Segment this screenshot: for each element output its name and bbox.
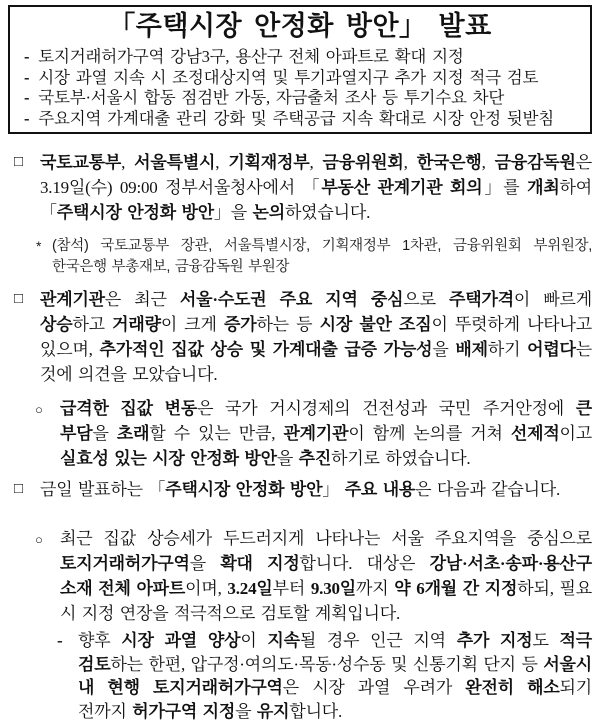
circle-bullet-marker: ○ — [35, 532, 43, 547]
document-title: 「주택시장 안정화 방안」 발표 — [108, 11, 492, 41]
headline-box — [8, 5, 592, 134]
circle-bullet-marker: ○ — [35, 402, 43, 417]
square-bullet-marker: □ — [14, 154, 23, 170]
square-bullet-marker: □ — [14, 291, 23, 307]
headline-bullet-text: 시장 과열 지속 시 조정대상지역 및 투기과열지구 추가 지정 적극 검토 — [38, 67, 539, 87]
dash-bullet-marker: - — [24, 47, 30, 66]
paragraph-plan-contents — [8, 477, 592, 502]
asterisk-marker: * — [36, 238, 42, 254]
headline-bullet — [18, 109, 582, 130]
paragraph-meeting-announcement — [8, 150, 592, 225]
paragraph-market-assessment — [8, 287, 592, 387]
paragraph-text: 금일 발표하는 「주택시장 안정화 방안」 주요 내용은 다음과 같습니다. — [40, 480, 561, 499]
footnote-attendees — [8, 236, 592, 278]
headline-bullet-text: 국토부·서울시 합동 점검반 가동, 자금출처 조사 등 투기수요 차단 — [38, 88, 505, 107]
paragraph-text: 최근 집값 상승세가 두드러지게 나타나는 서울 주요지역을 중심으로 토지거래허가구역을 확대 지정합니다. 대상은 강남·서초·송파·용산구 소재 전체 아파트이며, 3.24일부터 9.30일까지 약 6개월 간 지정하되, 필요 시 지정 연장을 적극적으로 검토할 계획입니다. — [60, 529, 592, 623]
paragraph-text: 국토교통부, 서울특별시, 기획재정부, 금융위원회, 한국은행, 금융감독원은 3.19일(수) 09:00 정부서울청사에서 「부동산 관계기관 회의」를 개최하여 「주택시장 안정화 방안」을 논의하였습니다. — [40, 153, 592, 222]
dash-bullet-marker: - — [24, 88, 30, 107]
paragraph-permit-zone-expansion — [8, 526, 592, 626]
headline-bullet — [18, 88, 582, 109]
paragraph-policy-direction — [8, 396, 592, 471]
paragraph-text: 향후 시장 과열 양상이 지속될 경우 인근 지역 추가 지정도 적극 검토하는 한편, 압구정·여의도·목동·성수동 및 신통기획 단지 등 서울시 내 현행 토지거래허가구역은 시장 과열 우려가 완전히 해소되기 전까지 허가구역 지정을 유지합니다. — [78, 631, 592, 721]
headline-bullet-text: 토지거래허가구역 강남3구, 용산구 전체 아파트로 확대 지정 — [38, 47, 464, 66]
headline-bullet-text: 주요지역 가계대출 관리 강화 및 주택공급 지속 확대로 시장 안정 뒷받침 — [38, 108, 554, 128]
dash-bullet-marker: - — [24, 67, 30, 87]
headline-bullet — [18, 47, 582, 68]
dash-bullet-marker: - — [57, 631, 63, 650]
square-bullet-marker: □ — [14, 481, 23, 497]
paragraph-text: 관계기관은 최근 서울·수도권 주요 지역 중심으로 주택가격이 빠르게 상승하고 거래량이 크게 증가하는 등 시장 불안 조짐이 뚜렷하게 나타나고 있으며, 추가적인 집값 상승 및 가계대출 급증 가능성을 배제하기 어렵다는 것에 의견을 모았습니다. — [40, 290, 592, 384]
dash-bullet-marker: - — [24, 108, 30, 128]
paragraph-text: 급격한 집값 변동은 국가 거시경제의 건전성과 국민 주거안정에 큰 부담을 초래할 수 있는 만큼, 관계기관이 함께 논의를 거쳐 선제적이고 실효성 있는 시장 안정화 방안을 추진하기로 하였습니다. — [60, 399, 592, 468]
paragraph-additional-designation — [8, 629, 592, 723]
footnote-text: (참석) 국토교통부 장관, 서울특별시장, 기획재정부 1차관, 금융위원회 부위원장, 한국은행 부총재보, 금융감독원 부원장 — [52, 238, 592, 275]
headline-bullet — [18, 68, 582, 89]
